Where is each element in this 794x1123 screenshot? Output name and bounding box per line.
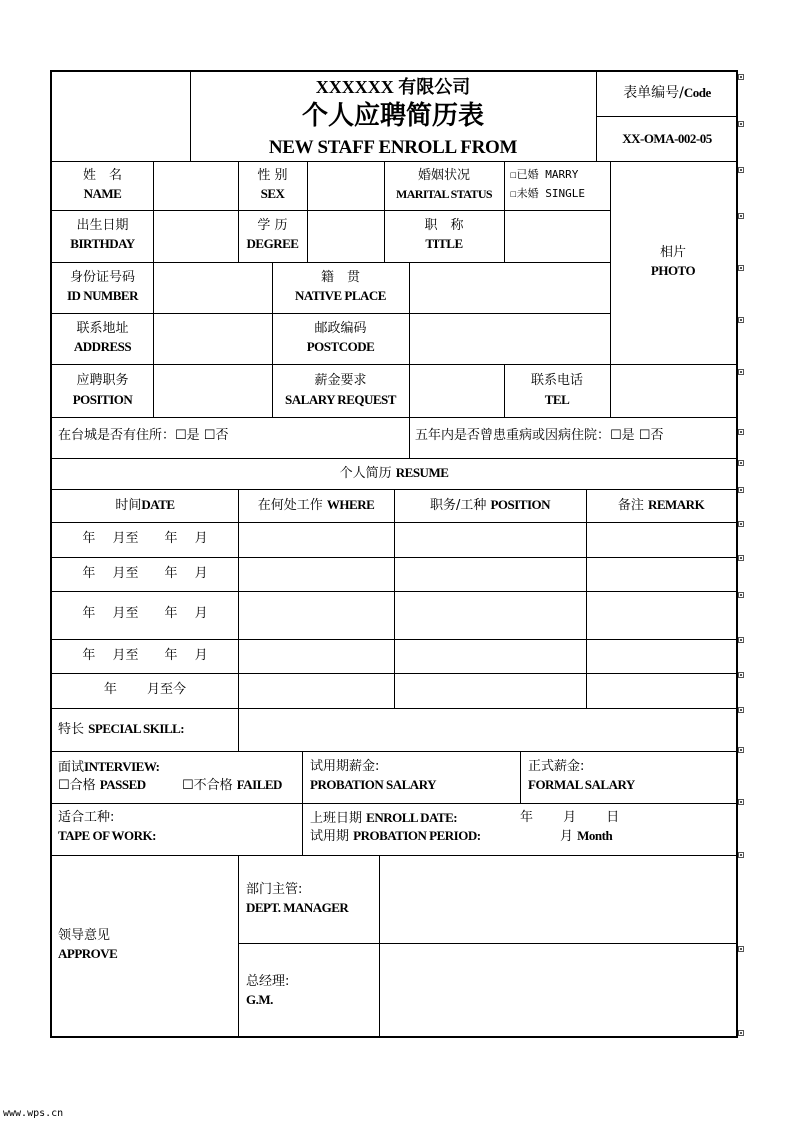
id-label-en: ID NUMBER: [67, 288, 138, 303]
resume-header-remark: [586, 496, 736, 515]
form-code-label-en: Code: [683, 85, 711, 100]
v-a3: [307, 161, 308, 262]
margin-marker: [738, 799, 744, 805]
title-label-cn: 职 称: [424, 218, 464, 233]
photo-label-cn: 相片: [659, 245, 686, 260]
resume-header-position-en: POSITION: [490, 497, 551, 512]
v-c2: [610, 364, 611, 417]
resume-header-position: [394, 496, 586, 515]
failed-checkbox[interactable]: [182, 776, 282, 795]
position-label-cn: 应聘职务: [76, 373, 129, 388]
resume-header-date-cn: 时间: [115, 498, 142, 513]
sex-label-cn: 性 别: [257, 168, 288, 183]
dept-manager-label-en: DEPT. MANAGER: [246, 900, 349, 915]
resume-row-date: 年 月至 年 月: [82, 531, 208, 546]
margin-marker: [738, 555, 744, 561]
failed-checkbox-en: FAILED: [236, 777, 282, 792]
approve-label-en: APPROVE: [58, 946, 118, 961]
dept-manager-label-cn: 部门主管:: [246, 882, 303, 897]
rule-16: [52, 803, 736, 804]
rule-1: [52, 161, 736, 162]
margin-marker: [738, 74, 744, 80]
rule-7: [52, 458, 736, 459]
enroll-date-label-en: ENROLL DATE:: [366, 810, 458, 825]
watermark-text: www.wps.cn: [3, 1108, 64, 1119]
birthday-label-en: BIRTHDAY: [70, 236, 135, 251]
resume-header-remark-cn: 备注: [617, 498, 644, 513]
probation-salary-label-en: PROBATION SALARY: [310, 777, 437, 792]
resume-row-date: 年 月至 年 月: [82, 606, 208, 621]
rule-3: [52, 262, 610, 263]
v-e1: [238, 855, 239, 1036]
margin-marker: [738, 637, 744, 643]
native-label-cn: 籍 贯: [320, 270, 360, 285]
probation-period-label: [310, 827, 481, 846]
resume-header-date: [52, 496, 238, 515]
margin-marker: [738, 317, 744, 323]
residence-question[interactable]: 在台城是否有住所：☐是 ☐否: [58, 428, 229, 443]
resume-title-cn: 个人简历: [339, 466, 392, 481]
title-label-en: TITLE: [425, 236, 463, 251]
company-name: XXXXXX 有限公司: [315, 77, 471, 97]
rule-18: [238, 943, 736, 944]
rule-14: [52, 708, 736, 709]
margin-marker: [738, 460, 744, 466]
resume-header-position-cn: 职务/工种: [429, 498, 487, 513]
formal-salary-label-cn: 正式薪金:: [528, 759, 585, 774]
enroll-date-value: 年 月 日: [520, 810, 620, 825]
salary-label-cn: 薪金要求: [314, 373, 367, 388]
skill-label-en: SPECIAL SKILL:: [88, 721, 185, 736]
margin-marker: [738, 747, 744, 753]
margin-marker: [738, 369, 744, 375]
v-a5: [504, 161, 505, 262]
id-label-cn: 身份证号码: [69, 270, 135, 285]
v-d2: [520, 751, 521, 803]
v-r2: [394, 489, 395, 708]
formal-salary-label-en: FORMAL SALARY: [528, 777, 635, 792]
postcode-label-cn: 邮政编码: [314, 321, 367, 336]
v-r3: [586, 489, 587, 708]
photo-label-en: PHOTO: [650, 263, 696, 278]
salary-label-en: SALARY REQUEST: [285, 392, 396, 407]
resume-row-date: 年 月至 年 月: [82, 648, 208, 663]
rule-17: [52, 855, 736, 856]
probation-salary-label-cn: 试用期薪金:: [310, 759, 380, 774]
code-divider: [596, 116, 738, 117]
passed-checkbox[interactable]: [58, 776, 146, 795]
rule-6: [52, 417, 736, 418]
form-code-label-cn: 表单编号/: [623, 85, 684, 101]
probation-period-unit: [560, 827, 612, 846]
degree-label-en: DEGREE: [246, 236, 299, 251]
marital-label-en: MARITAL STATUS: [396, 187, 492, 201]
interview-label: [58, 758, 159, 777]
native-label-en: NATIVE PLACE: [295, 288, 386, 303]
tel-label-en: TEL: [544, 392, 570, 407]
resume-header-where-en: WHERE: [326, 497, 375, 512]
interview-label-cn: 面试: [58, 760, 85, 775]
work-type-label-en: TAPE OF WORK:: [58, 828, 156, 843]
probation-period-label-cn: 试用期: [310, 829, 350, 844]
rule-5: [52, 364, 736, 365]
single-checkbox[interactable]: ☐未婚 SINGLE: [510, 187, 585, 200]
approve-label-cn: 领导意见: [58, 928, 111, 943]
married-checkbox[interactable]: ☐已婚 MARRY: [510, 168, 579, 181]
enroll-date-label-cn: 上班日期: [310, 811, 363, 826]
postcode-label-en: POSTCODE: [306, 339, 375, 354]
v-d1: [302, 751, 303, 855]
gm-label-cn: 总经理:: [246, 974, 290, 989]
probation-period-unit-cn: 月: [560, 829, 574, 844]
margin-marker: [738, 265, 744, 271]
passed-checkbox-en: PASSED: [99, 777, 146, 792]
probation-period-label-en: PROBATION PERIOD:: [353, 828, 481, 843]
margin-marker: [738, 121, 744, 127]
enroll-form: [50, 70, 738, 1038]
interview-label-en: INTERVIEW:: [84, 759, 160, 774]
form-code-label: [596, 84, 738, 102]
resume-header-where-cn: 在何处工作: [257, 498, 323, 513]
marital-label-cn: 婚姻状况: [417, 168, 470, 183]
rule-4: [52, 313, 610, 314]
rule-2: [52, 210, 610, 211]
sex-label-en: SEX: [260, 186, 285, 201]
work-type-label-cn: 适合工种:: [58, 810, 115, 825]
form-code-value: XX-OMA-002-05: [622, 131, 712, 146]
position-label-en: POSITION: [72, 392, 133, 407]
margin-marker: [738, 852, 744, 858]
margin-marker: [738, 521, 744, 527]
enroll-date-label: [310, 809, 457, 828]
form-title-cn: 个人应聘简历表: [301, 101, 484, 131]
address-label-en: ADDRESS: [73, 339, 132, 354]
passed-checkbox-cn: ☐合格: [58, 778, 96, 793]
v-r1: [238, 489, 239, 751]
name-label-en: NAME: [83, 186, 122, 201]
margin-marker: [738, 592, 744, 598]
birthday-label-cn: 出生日期: [76, 218, 129, 233]
degree-label-cn: 学 历: [257, 218, 288, 233]
probation-period-unit-en: Month: [577, 828, 613, 843]
failed-checkbox-cn: ☐不合格: [182, 778, 233, 793]
v-e2: [379, 855, 380, 1036]
v-b3: [409, 262, 410, 458]
margin-marker: [738, 707, 744, 713]
address-label-cn: 联系地址: [76, 321, 129, 336]
margin-marker: [738, 429, 744, 435]
margin-marker: [738, 167, 744, 173]
gm-label-en: G.M.: [246, 992, 273, 1007]
margin-marker: [738, 946, 744, 952]
skill-label: [58, 720, 184, 739]
margin-marker: [738, 1030, 744, 1036]
rule-15: [52, 751, 736, 752]
resume-header-remark-en: REMARK: [647, 497, 705, 512]
v-a1: [153, 161, 154, 262]
v-b1: [153, 262, 154, 417]
hospital-question[interactable]: 五年内是否曾患重病或因病住院：☐是 ☐否: [415, 428, 664, 443]
tel-label-cn: 联系电话: [530, 373, 583, 388]
name-label-cn: 姓 名: [82, 168, 122, 183]
skill-label-cn: 特长: [58, 722, 85, 737]
margin-marker: [738, 213, 744, 219]
margin-marker: [738, 672, 744, 678]
margin-marker: [738, 487, 744, 493]
form-title-en: NEW STAFF ENROLL FROM: [268, 137, 518, 158]
resume-row-date: 年 月至 年 月: [82, 566, 208, 581]
resume-title: [52, 464, 736, 483]
resume-row-date: 年 月至今: [103, 682, 187, 697]
resume-header-where: [238, 496, 394, 515]
resume-header-date-en: DATE: [141, 497, 175, 512]
resume-title-en: RESUME: [395, 465, 449, 480]
